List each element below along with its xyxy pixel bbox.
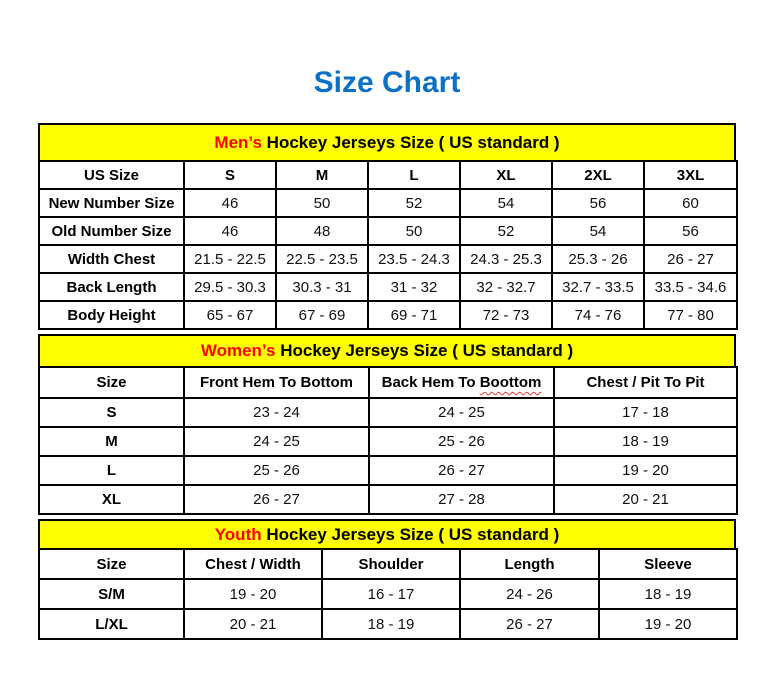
row-label-cell: Width Chest [39, 245, 184, 273]
value-cell: 67 - 69 [276, 301, 368, 329]
value-cell: 32.7 - 33.5 [552, 273, 644, 301]
column-header-cell: 2XL [552, 161, 644, 189]
value-cell: 29.5 - 30.3 [184, 273, 276, 301]
value-cell: 21.5 - 22.5 [184, 245, 276, 273]
value-cell: 25 - 26 [369, 427, 554, 456]
section-header-men [38, 123, 736, 162]
youth-size-table [38, 548, 738, 640]
column-header-cell: Chest / Pit To Pit [554, 367, 737, 398]
value-cell: 56 [644, 217, 737, 245]
table-row [39, 427, 737, 456]
value-cell: 26 - 27 [369, 456, 554, 485]
value-cell: 50 [368, 217, 460, 245]
value-cell: 19 - 20 [184, 579, 322, 609]
value-cell: 52 [368, 189, 460, 217]
table-row [39, 456, 737, 485]
value-cell: 24 - 26 [460, 579, 599, 609]
row-label-cell: S/M [39, 579, 184, 609]
section-accent-men: Men’s [214, 133, 262, 152]
column-header-row [39, 161, 737, 189]
value-cell: 26 - 27 [644, 245, 737, 273]
section-header-women [38, 334, 736, 368]
column-header-cell: Chest / Width [184, 549, 322, 579]
value-cell: 54 [552, 217, 644, 245]
value-cell: 48 [276, 217, 368, 245]
value-cell: 46 [184, 189, 276, 217]
section-youth [38, 519, 736, 640]
value-cell: 65 - 67 [184, 301, 276, 329]
value-cell: 25.3 - 26 [552, 245, 644, 273]
value-cell: 77 - 80 [644, 301, 737, 329]
value-cell: 33.5 - 34.6 [644, 273, 737, 301]
table-row [39, 485, 737, 514]
value-cell: 69 - 71 [368, 301, 460, 329]
value-cell: 60 [644, 189, 737, 217]
value-cell: 50 [276, 189, 368, 217]
value-cell: 52 [460, 217, 552, 245]
column-header-cell [369, 367, 554, 398]
value-cell: 54 [460, 189, 552, 217]
value-cell: 17 - 18 [554, 398, 737, 427]
men-size-table [38, 160, 738, 330]
value-cell: 19 - 20 [554, 456, 737, 485]
women-size-table [38, 366, 738, 515]
column-header-cell: Length [460, 549, 599, 579]
value-cell: 24 - 25 [369, 398, 554, 427]
value-cell: 18 - 19 [599, 579, 737, 609]
value-cell: 25 - 26 [184, 456, 369, 485]
row-label-cell: S [39, 398, 184, 427]
section-header-youth [38, 519, 736, 550]
table-row [39, 217, 737, 245]
column-header-row [39, 549, 737, 579]
section-header-text-women: Hockey Jerseys Size ( US standard ) [275, 341, 574, 360]
page-title: Size Chart [313, 66, 461, 99]
section-accent-youth: Youth [214, 525, 262, 544]
column-header-cell: Size [39, 367, 184, 398]
value-cell: 20 - 21 [554, 485, 737, 514]
column-header-cell: L [368, 161, 460, 189]
value-cell: 20 - 21 [184, 609, 322, 639]
value-cell: 23 - 24 [184, 398, 369, 427]
table-row [39, 273, 737, 301]
value-cell: 26 - 27 [184, 485, 369, 514]
value-cell: 18 - 19 [554, 427, 737, 456]
column-header-cell: Front Hem To Bottom [184, 367, 369, 398]
row-label-cell: M [39, 427, 184, 456]
table-row [39, 398, 737, 427]
value-cell: 31 - 32 [368, 273, 460, 301]
row-label-cell: Old Number Size [39, 217, 184, 245]
column-header-cell: US Size [39, 161, 184, 189]
table-row [39, 301, 737, 329]
value-cell: 16 - 17 [322, 579, 460, 609]
table-row [39, 189, 737, 217]
size-chart [38, 123, 736, 640]
value-cell: 24 - 25 [184, 427, 369, 456]
value-cell: 56 [552, 189, 644, 217]
row-label-cell: L [39, 456, 184, 485]
column-header-cell: S [184, 161, 276, 189]
section-accent-women: Women’s [200, 341, 276, 360]
table-row [39, 245, 737, 273]
value-cell: 72 - 73 [460, 301, 552, 329]
header-text: Back Hem To [381, 374, 480, 391]
table-row [39, 579, 737, 609]
section-header-text-youth: Hockey Jerseys Size ( US standard ) [261, 525, 560, 544]
value-cell: 18 - 19 [322, 609, 460, 639]
value-cell: 19 - 20 [599, 609, 737, 639]
column-header-cell: Shoulder [322, 549, 460, 579]
row-label-cell: Back Length [39, 273, 184, 301]
section-men [38, 123, 736, 330]
row-label-cell: New Number Size [39, 189, 184, 217]
value-cell: 46 [184, 217, 276, 245]
column-header-cell: 3XL [644, 161, 737, 189]
value-cell: 26 - 27 [460, 609, 599, 639]
value-cell: 22.5 - 23.5 [276, 245, 368, 273]
value-cell: 30.3 - 31 [276, 273, 368, 301]
column-header-cell: Size [39, 549, 184, 579]
value-cell: 23.5 - 24.3 [368, 245, 460, 273]
section-women [38, 334, 736, 515]
value-cell: 24.3 - 25.3 [460, 245, 552, 273]
column-header-cell: XL [460, 161, 552, 189]
table-row [39, 609, 737, 639]
column-header-cell: M [276, 161, 368, 189]
value-cell: 27 - 28 [369, 485, 554, 514]
value-cell: 32 - 32.7 [460, 273, 552, 301]
row-label-cell: XL [39, 485, 184, 514]
section-header-text-men: Hockey Jerseys Size ( US standard ) [261, 133, 560, 152]
row-label-cell: Body Height [39, 301, 184, 329]
row-label-cell: L/XL [39, 609, 184, 639]
misspelled-word: Boottom [479, 374, 542, 391]
column-header-row [39, 367, 737, 398]
value-cell: 74 - 76 [552, 301, 644, 329]
column-header-cell: Sleeve [599, 549, 737, 579]
